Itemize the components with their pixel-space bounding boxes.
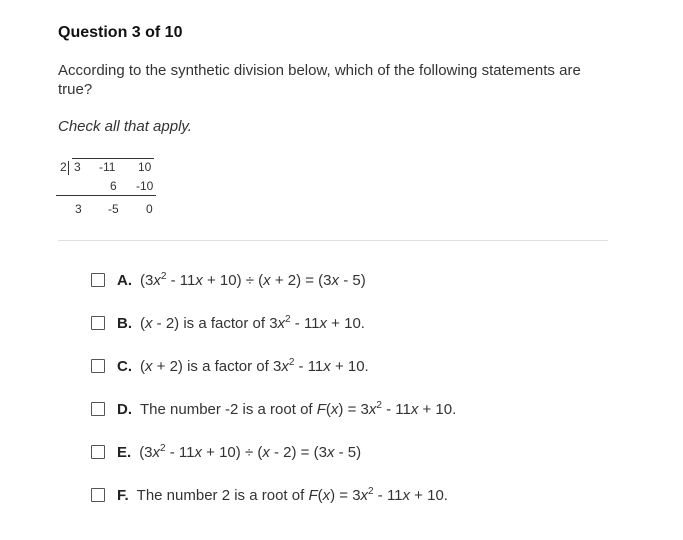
question-prompt: According to the synthetic division below, which of the following statements are true?	[58, 62, 581, 98]
synthetic-divisor: 2	[60, 160, 67, 174]
checkbox[interactable]	[91, 359, 105, 373]
option-letter: E.	[117, 443, 132, 461]
option-c[interactable]	[91, 355, 369, 377]
option-text: The number 2 is a root of $F(x) = 3x^2 - 11x + 10$.	[136, 485, 448, 504]
option-text: The number -2 is a root of $F(x) = 3x^2 - 11x + 10$.	[140, 399, 457, 418]
checkbox[interactable]	[91, 445, 105, 459]
option-text: (x + 2) is a factor of $3x^2 - 11x + 10$.	[140, 356, 369, 375]
synthetic-coef: -11	[99, 160, 116, 174]
option-letter: C.	[117, 357, 132, 375]
option-e[interactable]	[91, 441, 361, 463]
option-letter: D.	[117, 400, 132, 418]
division-bracket	[68, 161, 69, 175]
option-letter: A.	[117, 271, 132, 289]
synthetic-product: -10	[136, 179, 154, 193]
synthetic-coef: 3	[74, 160, 81, 174]
checkbox[interactable]	[91, 316, 105, 330]
synthetic-product: 6	[110, 179, 117, 193]
option-a[interactable]	[91, 269, 366, 291]
option-text: $(3x^2 - 11x + 10) \div (x - 2) = (3x - 5)$	[139, 442, 362, 461]
division-result-line	[56, 195, 156, 196]
synthetic-coef: 10	[138, 160, 152, 174]
synthetic-result: -5	[108, 202, 119, 216]
section-divider	[58, 240, 608, 241]
option-text: $(3x^2 - 11x + 10) \div (x + 2) = (3x - 5)$	[140, 270, 366, 289]
synthetic-result: 0	[146, 202, 153, 216]
option-letter: F.	[117, 486, 129, 504]
option-b[interactable]	[91, 312, 365, 334]
synthetic-division	[56, 158, 166, 218]
synthetic-result: 3	[75, 202, 82, 216]
checkbox[interactable]	[91, 273, 105, 287]
option-d[interactable]	[91, 398, 456, 420]
option-letter: B.	[117, 314, 132, 332]
division-top-line	[72, 158, 154, 159]
question-title: Question 3 of 10	[58, 24, 183, 41]
question-instruction: Check all that apply.	[58, 118, 192, 135]
checkbox[interactable]	[91, 488, 105, 502]
option-text: (x - 2) is a factor of $3x^2 - 11x + 10$.	[140, 313, 365, 332]
checkbox[interactable]	[91, 402, 105, 416]
option-f[interactable]	[91, 484, 448, 506]
